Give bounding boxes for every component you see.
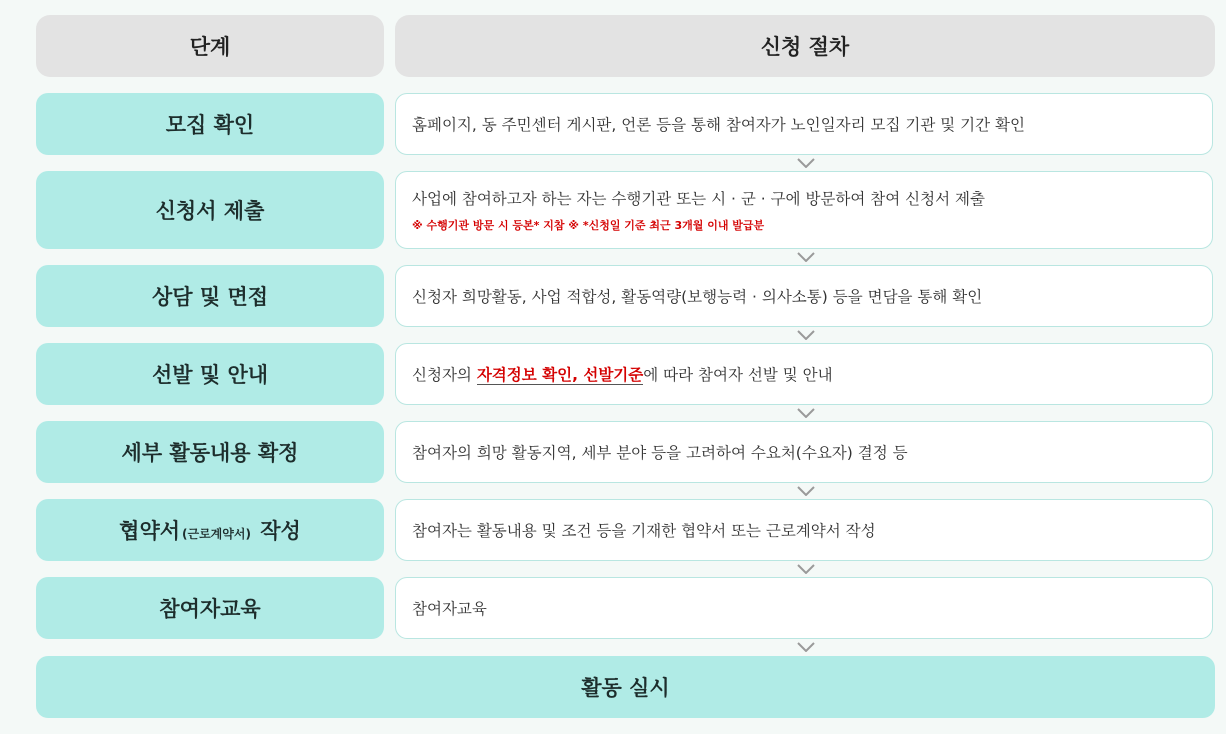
step-application-submit: 신청서 제출 <box>36 171 384 249</box>
desc-text: 참여자는 활동내용 및 조건 등을 기재한 협약서 또는 근로계약서 작성 <box>412 522 876 540</box>
chevron-down-icon <box>797 252 815 262</box>
desc-text: 참여자의 희망 활동지역, 세부 분야 등을 고려하여 수요처(수요자) 결정 등 <box>412 444 908 462</box>
header-procedure: 신청 절차 <box>395 15 1215 77</box>
step-consult-interview: 상담 및 면접 <box>36 265 384 327</box>
step-consult-interview-desc <box>395 265 1213 327</box>
step-activity-implementation: 활동 실시 <box>36 656 1215 718</box>
desc-text: 홈페이지, 동 주민센터 게시판, 언론 등을 통해 참여자가 노인일자리 모집 기관 및 기간 확인 <box>412 116 1025 134</box>
step-recruit-check-desc <box>395 93 1213 155</box>
chevron-down-icon <box>797 158 815 168</box>
step-agreement <box>36 499 384 561</box>
desc-text: 사업에 참여하고자 하는 자는 수행기관 또는 시 · 군 · 구에 방문하여 참여 신청서 제출 <box>412 190 985 208</box>
step-label-sub: (근로계약서) <box>182 526 251 541</box>
desc-text <box>412 363 1196 385</box>
step-selection-guide: 선발 및 안내 <box>36 343 384 405</box>
desc-pre: 신청자의 <box>412 366 477 384</box>
step-label-end: 작성 <box>260 519 301 543</box>
chevron-down-icon <box>797 408 815 418</box>
step-application-submit-desc <box>395 171 1213 249</box>
step-selection-guide-desc <box>395 343 1213 405</box>
step-participant-education-desc <box>395 577 1213 639</box>
chevron-down-icon <box>797 564 815 574</box>
highlight-link[interactable]: 자격정보 확인, 선발기준 <box>476 366 644 384</box>
step-label-main: 협약서 <box>119 519 181 543</box>
step-activity-confirm-desc <box>395 421 1213 483</box>
desc-text: 참여자교육 <box>412 600 487 618</box>
chevron-down-icon <box>797 330 815 340</box>
chevron-down-icon <box>797 642 815 652</box>
note-text: ※ 수행기관 방문 시 등본* 지참 ※ *신청일 기준 최근 3개월 이내 발급분 <box>412 219 765 232</box>
step-participant-education: 참여자교육 <box>36 577 384 639</box>
step-activity-confirm: 세부 활동내용 확정 <box>36 421 384 483</box>
step-agreement-desc <box>395 499 1213 561</box>
step-recruit-check: 모집 확인 <box>36 93 384 155</box>
desc-text: 신청자 희망활동, 사업 적합성, 활동역량(보행능력 · 의사소통) 등을 면담을 통해 확인 <box>412 288 983 306</box>
header-step: 단계 <box>36 15 384 77</box>
desc-post: 에 따라 참여자 선발 및 안내 <box>643 366 833 384</box>
chevron-down-icon <box>797 486 815 496</box>
